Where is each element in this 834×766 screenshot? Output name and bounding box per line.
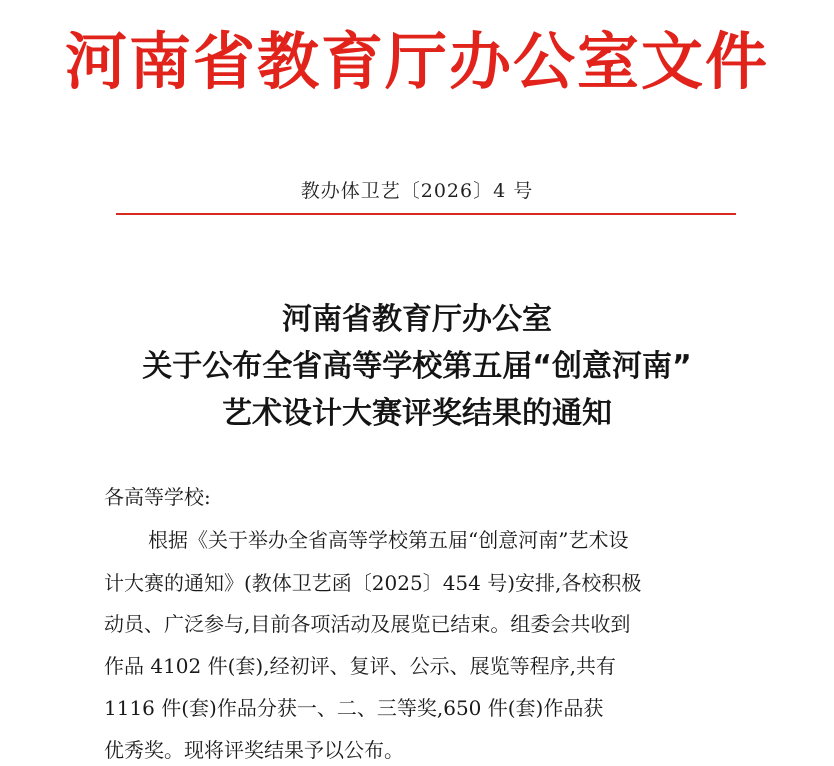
red-divider-rule	[116, 213, 736, 215]
notice-title-line-1: 河南省教育厅办公室	[282, 302, 552, 337]
body-paragraph-line: 作品 4102 件(套),经初评、复评、公示、展览等程序,共有	[104, 654, 616, 678]
salutation: 各高等学校:	[104, 485, 211, 509]
body-paragraph-line: 根据《关于举办全省高等学校第五届“创意河南”艺术设	[148, 528, 629, 552]
notice-title-line-3: 艺术设计大赛评奖结果的通知	[222, 396, 612, 431]
body-paragraph-line: 1116 件(套)作品分获一、二、三等奖,650 件(套)作品获	[104, 696, 604, 720]
document-number: 教办体卫艺〔2026〕4 号	[300, 180, 534, 202]
notice-title-line-2: 关于公布全省高等学校第五届“创意河南”	[142, 349, 692, 384]
body-paragraph-line: 动员、广泛参与,目前各项活动及展览已结束。组委会共收到	[104, 612, 631, 636]
masthead-title: 河南省教育厅办公室文件	[64, 25, 769, 98]
body-paragraph-line: 计大赛的通知》(教体卫艺函〔2025〕454 号)安排,各校积极	[104, 571, 642, 595]
body-paragraph-line: 优秀奖。现将评奖结果予以公布。	[104, 738, 404, 762]
